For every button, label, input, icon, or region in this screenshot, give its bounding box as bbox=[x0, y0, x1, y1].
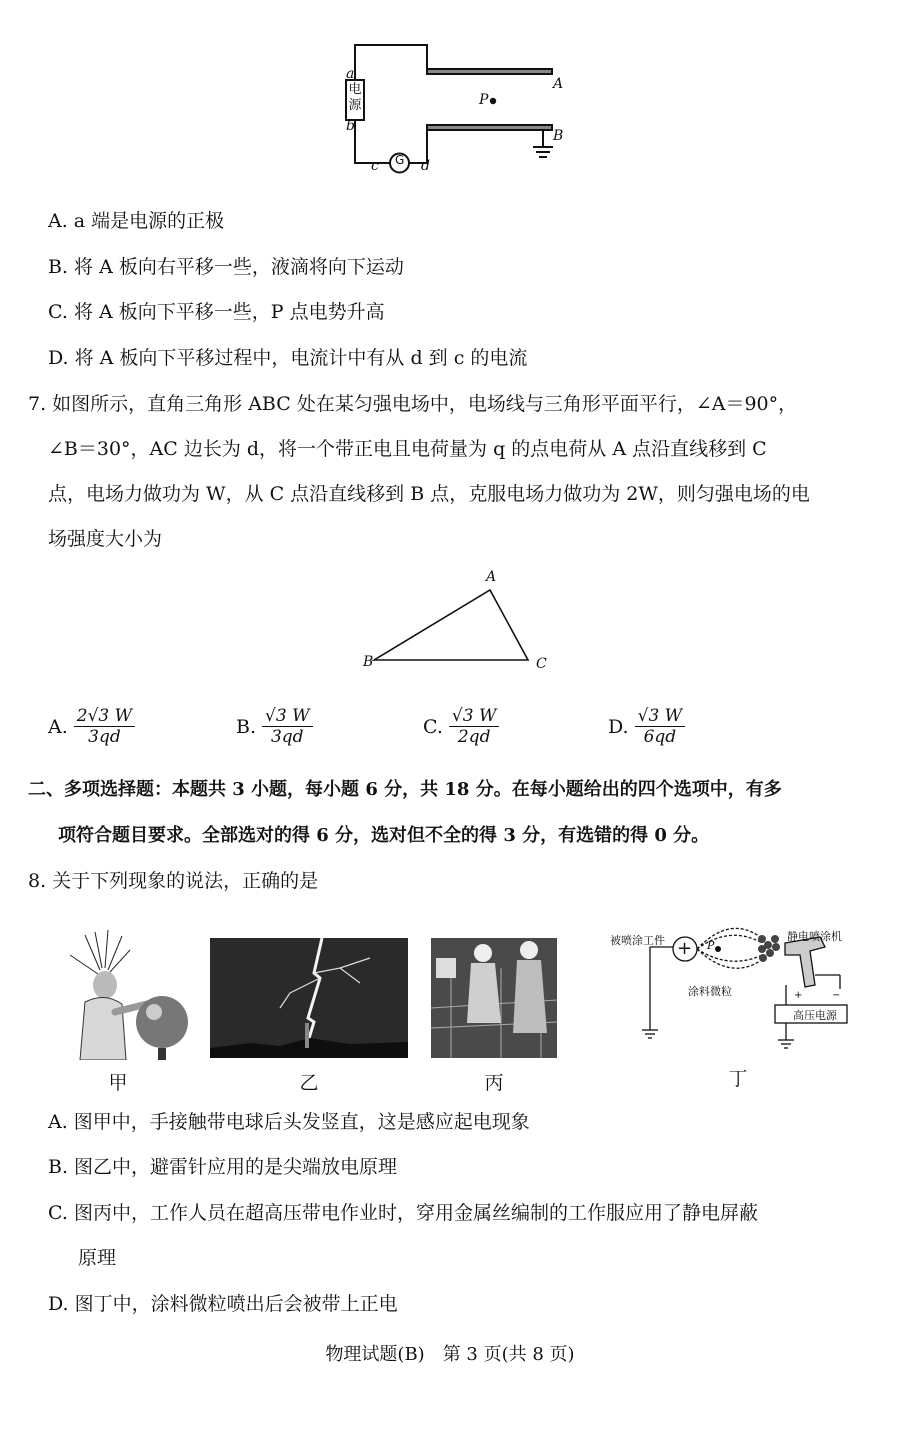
q6-option-c: C. 将 A 板向下平移一些，P 点电势升高 bbox=[48, 301, 385, 323]
q7-stem-line-3: 点，电场力做功为 W，从 C 点沿直线移到 B 点，克服电场力做功为 2W，则匀强电场的电 bbox=[48, 483, 810, 505]
capacitor-circuit-diagram bbox=[330, 35, 590, 180]
q7-option-a-label: A. bbox=[48, 715, 68, 738]
spray-point-p-label: P bbox=[707, 939, 715, 952]
q7-stem-line-1: 7. 如图所示，直角三角形 ABC 处在某匀强电场中，电场线与三角形平面平行，∠A＝90°， bbox=[28, 393, 798, 415]
q8-option-c-continued: 原理 bbox=[78, 1247, 117, 1269]
q8-option-b: B. 图乙中，避雷针应用的是尖端放电原理 bbox=[48, 1156, 398, 1178]
triangle-abc-diagram bbox=[370, 580, 540, 670]
section2-heading-line-2: 项符合题目要求。全部选对的得 6 分，选对但不全的得 3 分，有选错的得 0 分。 bbox=[58, 825, 710, 846]
q8-stem: 8. 关于下列现象的说法，正确的是 bbox=[28, 870, 319, 892]
q7-option-c-fraction bbox=[449, 706, 500, 747]
q7-option-a-denominator: 3qd bbox=[88, 727, 121, 747]
caption-bing: 丙 bbox=[484, 1072, 504, 1094]
q7-option-d-label: D. bbox=[608, 715, 629, 738]
q7-option-a-numerator: 2√3 W bbox=[74, 706, 135, 727]
photo-high-voltage-workers bbox=[431, 938, 557, 1058]
q7-option-b-label: B. bbox=[236, 715, 257, 738]
point-p-dot bbox=[490, 98, 496, 104]
q6-option-b: B. 将 A 板向右平移一些，液滴将向下运动 bbox=[48, 256, 404, 278]
photo-girl-charged-sphere bbox=[60, 930, 190, 1060]
q7-option-d-numerator: √3 W bbox=[635, 706, 686, 727]
q7-option-c-numerator: √3 W bbox=[449, 706, 500, 727]
photo-lightning-rod bbox=[210, 938, 408, 1058]
label-b: b bbox=[346, 118, 355, 134]
triangle-vertex-b: B bbox=[363, 654, 374, 670]
q7-stem-line-2: ∠B＝30°，AC 边长为 d，将一个带正电且电荷量为 q 的点电荷从 A 点沿直线移到 C bbox=[48, 438, 767, 460]
q7-option-b bbox=[236, 706, 313, 747]
caption-yi: 乙 bbox=[299, 1072, 319, 1094]
q7-option-c-label: C. bbox=[423, 715, 443, 738]
q7-option-d-fraction bbox=[635, 706, 686, 747]
triangle-vertex-c: C bbox=[536, 656, 547, 672]
q7-option-b-numerator: √3 W bbox=[262, 706, 313, 727]
power-minus-label: − bbox=[832, 990, 841, 1001]
triangle-vertex-a: A bbox=[486, 569, 497, 585]
q6-option-d: D. 将 A 板向下平移过程中，电流计中有从 d 到 c 的电流 bbox=[48, 347, 528, 369]
q8-option-d: D. 图丁中，涂料微粒喷出后会被带上正电 bbox=[48, 1293, 398, 1315]
caption-ding: 丁 bbox=[728, 1068, 748, 1090]
plate-a-label: A bbox=[553, 76, 564, 92]
point-p-label: P bbox=[479, 92, 489, 108]
page-footer: 物理试题(B) 第 3 页(共 8 页) bbox=[325, 1344, 575, 1365]
q7-option-c bbox=[423, 706, 499, 747]
q7-option-d-denominator: 6qd bbox=[643, 727, 677, 747]
q8-option-c: C. 图丙中，工作人员在超高压带电作业时，穿用金属丝编制的工作服应用了静电屏蔽 bbox=[48, 1202, 758, 1224]
q7-option-d bbox=[608, 706, 685, 747]
label-c: c bbox=[371, 158, 379, 174]
q7-option-a-fraction bbox=[74, 706, 135, 747]
q7-option-b-denominator: 3qd bbox=[270, 727, 304, 747]
high-voltage-source-label: 高压电源 bbox=[793, 1009, 837, 1022]
section2-heading-line-1: 二、多项选择题：本题共 3 小题，每小题 6 分，共 18 分。在每小题给出的四个选项中，有多 bbox=[28, 779, 782, 800]
q7-stem-line-4: 场强度大小为 bbox=[48, 528, 163, 550]
q7-option-c-denominator: 2qd bbox=[457, 727, 491, 747]
q7-option-b-fraction bbox=[262, 706, 313, 747]
q7-option-a bbox=[48, 706, 135, 747]
power-source-label: 电源 bbox=[348, 82, 362, 113]
workpiece-label: 被喷涂工件 bbox=[610, 934, 665, 947]
paint-particles-label: 涂料微粒 bbox=[688, 985, 732, 998]
power-plus-label: + bbox=[794, 990, 803, 1001]
plate-b-label: B bbox=[553, 128, 564, 144]
q8-option-a: A. 图甲中，手接触带电球后头发竖直，这是感应起电现象 bbox=[48, 1111, 530, 1133]
label-a: a bbox=[346, 66, 355, 82]
q6-option-a: A. a 端是电源的正极 bbox=[48, 210, 225, 232]
label-d: d bbox=[421, 158, 430, 174]
caption-jia: 甲 bbox=[108, 1072, 128, 1094]
workpiece-plus-sign: + bbox=[677, 938, 693, 959]
spray-gun-label: 静电喷涂机 bbox=[787, 930, 842, 943]
galvanometer-label: G bbox=[395, 153, 405, 167]
